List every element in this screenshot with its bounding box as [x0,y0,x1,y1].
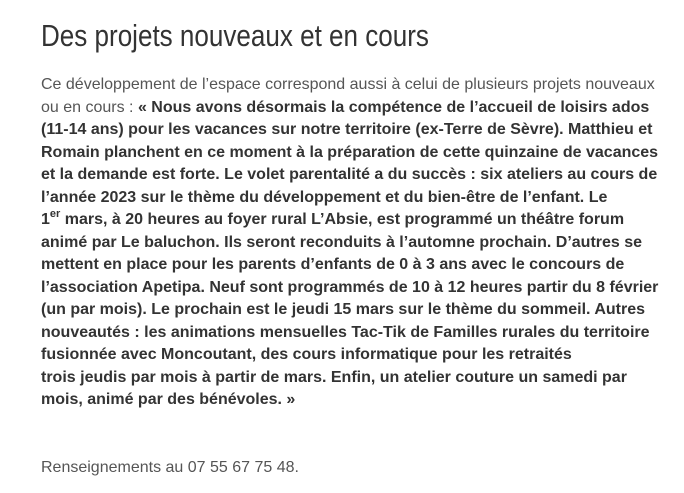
quote-line: mettent en place pour les parents d’enfants de 0 à 3 ans avec le concours de [41,256,625,273]
contact-info: Renseignements au 07 55 67 75 48. [41,459,299,476]
date-rest: mars, à 20 heures au foyer rural L’Absie, est programmé un théâtre forum [60,211,625,228]
quote-line: l’association Apetipa. Neuf sont programmés de 10 à 12 heures partir du 8 février [41,278,659,296]
quote-line: (11-14 ans) pour les vacances sur notre territoire (ex-Terre de Sèvre). Matthieu et [41,121,653,138]
paragraph-line [41,97,650,120]
quote-line: et la demande est forte. Le volet parentalité a du succès : six ateliers au cours de [41,166,658,183]
quote-line: trois jeudis par mois à partir de mars. Enfin, un atelier couture un samedi par [41,368,627,386]
quote-line: animé par Le baluchon. Ils seront reconduits à l’automne prochain. D’autres se [41,233,643,251]
quote-line: fusionnée avec Moncoutant, des cours informatique pour les retraités [41,346,572,363]
quote-line: l’année 2023 sur le thème du développement et du bien-être de l’enfant. Le [41,188,608,206]
quote-line: (un par mois). Le prochain est le jeudi 15 mars sur le thème du sommeil. Autres [41,301,646,318]
quote-line [41,209,641,232]
section-heading: Des projets nouveaux et en cours [41,18,429,53]
quote-start: « Nous avons désormais la compétence de l’accueil de loisirs ados [137,98,650,116]
quote-line: Romain planchent en ce moment à la préparation de cette quinzaine de vacances [41,143,659,161]
body-paragraph [41,74,659,412]
paragraph-line: Ce développement de l’espace correspond aussi à celui de plusieurs projets nouveaux [41,76,655,93]
date-number: 1 [41,211,50,228]
intro-text: ou en cours : [41,98,138,116]
quote-line: mois, animé par des bénévoles. » [41,391,296,408]
quote-line: nouveautés : les animations mensuelles Tac-Tik de Familles rurales du territoire [41,323,650,341]
ordinal-suffix: er [49,207,61,220]
